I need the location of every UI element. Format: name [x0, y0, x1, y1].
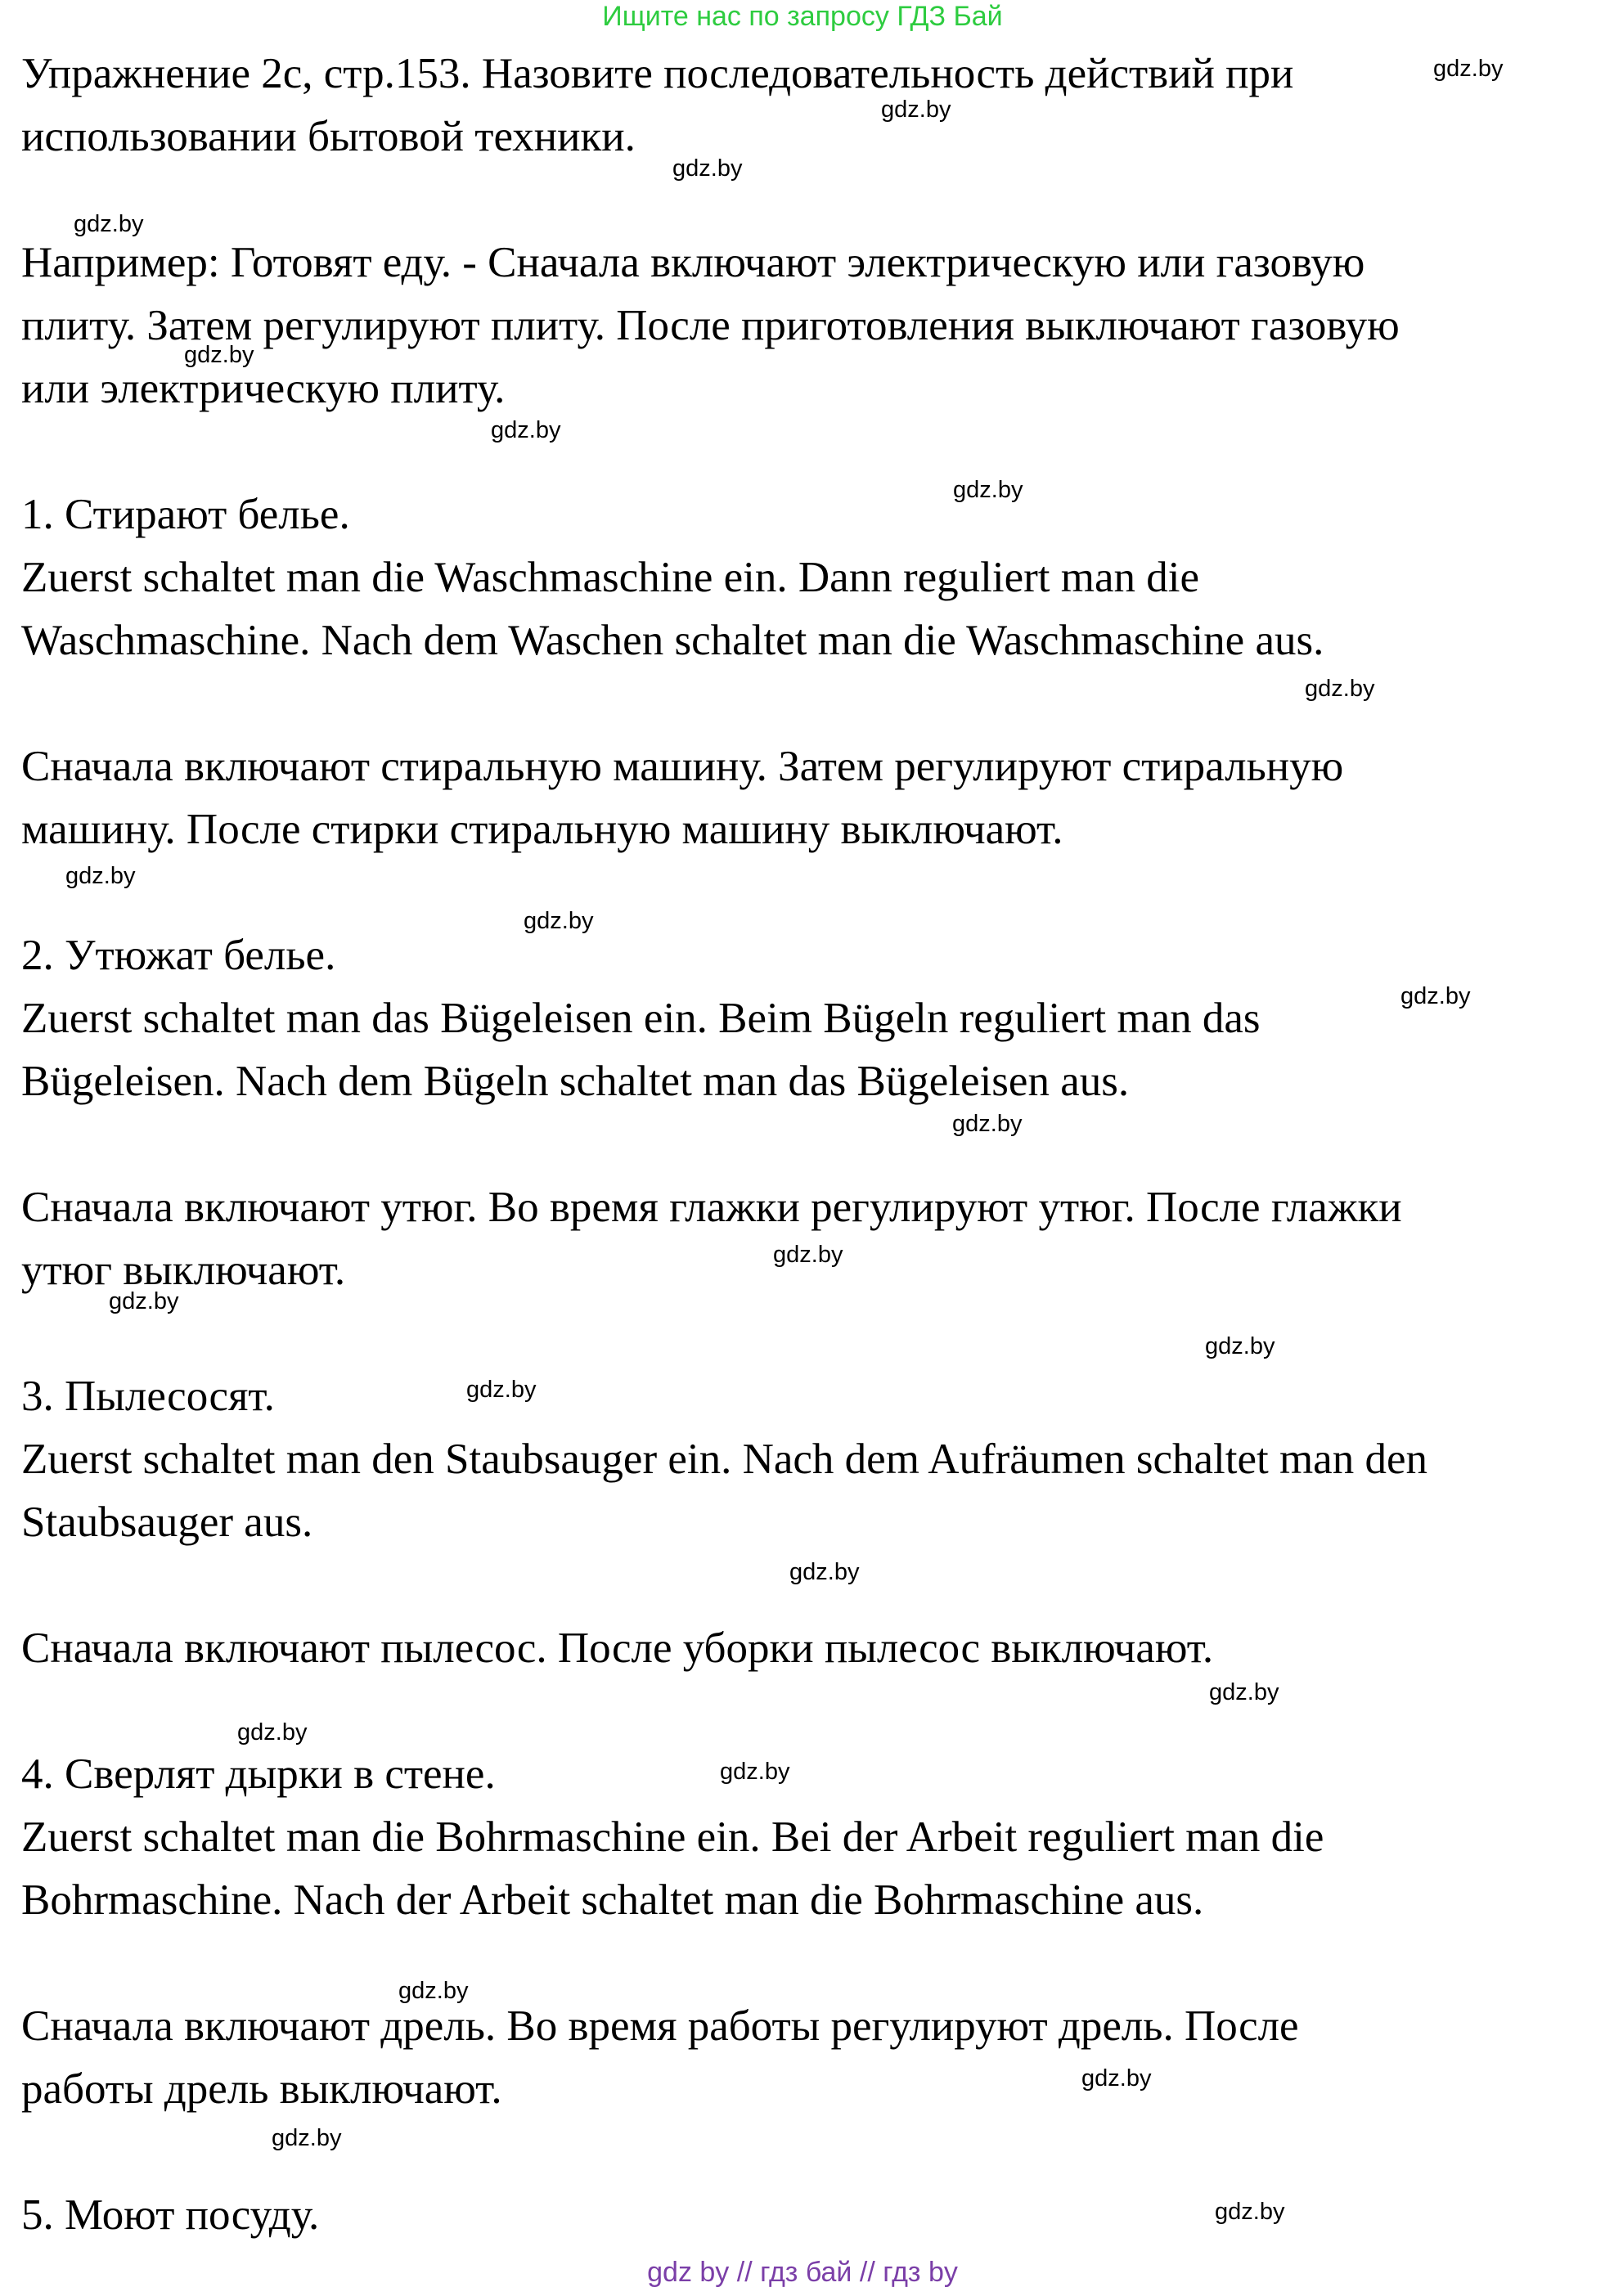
exercise-title-line-1: Упражнение 2с, стр.153. Назовите последовательность действий при	[21, 50, 1294, 97]
item-1-russian-line-2: машину. После стирки стиральную машину выключают.	[21, 806, 1063, 853]
watermark: gdz.by	[720, 1759, 790, 1785]
item-1-german-line-2: Waschmaschine. Nach dem Waschen schaltet man die Waschmaschine aus.	[21, 617, 1324, 664]
watermark: gdz.by	[237, 1719, 308, 1746]
item-1-heading: 1. Стирают белье.	[21, 491, 350, 538]
watermark: gdz.by	[74, 211, 144, 237]
watermark: gdz.by	[524, 908, 594, 934]
watermark: gdz.by	[1305, 676, 1375, 702]
exercise-title-line-2: использовании бытовой техники.	[21, 113, 636, 160]
watermark: gdz.by	[1400, 983, 1471, 1009]
watermark: gdz.by	[952, 1111, 1023, 1137]
watermark: gdz.by	[953, 477, 1023, 503]
example-line-1: Например: Готовят еду. - Сначала включают электрическую или газовую	[21, 239, 1365, 286]
watermark: gdz.by	[65, 863, 136, 889]
watermark: gdz.by	[672, 155, 743, 182]
item-1-russian-line-1: Сначала включают стиральную машину. Затем регулируют стиральную	[21, 743, 1344, 790]
watermark: gdz.by	[109, 1288, 179, 1314]
item-5-heading: 5. Моют посуду.	[21, 2191, 320, 2239]
item-3-german-line-1: Zuerst schaltet man den Staubsauger ein. Nach dem Aufräumen schaltet man den	[21, 1436, 1427, 1483]
watermark: gdz.by	[491, 417, 561, 443]
item-2-german-line-2: Bügeleisen. Nach dem Bügeln schaltet man das Bügeleisen aus.	[21, 1058, 1130, 1105]
watermark: gdz.by	[1215, 2199, 1285, 2225]
item-4-german-line-1: Zuerst schaltet man die Bohrmaschine ein. Bei der Arbeit reguliert man die	[21, 1813, 1324, 1861]
item-1-german-line-1: Zuerst schaltet man die Waschmaschine ein. Dann reguliert man die	[21, 554, 1199, 601]
item-4-russian-line-2: работы дрель выключают.	[21, 2065, 502, 2113]
item-3-german-line-2: Staubsauger aus.	[21, 1498, 313, 1546]
watermark: gdz.by	[1205, 1333, 1275, 1359]
watermark: gdz.by	[881, 97, 951, 123]
watermark: gdz.by	[773, 1242, 843, 1268]
item-3-russian-line-1: Сначала включают пылесос. После уборки пылесос выключают.	[21, 1624, 1214, 1672]
example-line-2: плиту. Затем регулируют плиту. После приготовления выключают газовую	[21, 302, 1400, 349]
item-2-russian-line-2: утюг выключают.	[21, 1247, 346, 1294]
document-body	[21, 43, 1584, 2247]
item-4-russian-line-1: Сначала включают дрель. Во время работы регулируют дрель. После	[21, 2002, 1299, 2050]
top-search-banner[interactable]: Ищите нас по запросу ГДЗ Бай	[602, 1, 1003, 32]
item-4-german-line-2: Bohrmaschine. Nach der Arbeit schaltet man die Bohrmaschine aus.	[21, 1876, 1204, 1924]
watermark: gdz.by	[184, 342, 254, 368]
item-2-heading: 2. Утюжат белье.	[21, 932, 336, 979]
watermark: gdz.by	[1433, 56, 1504, 82]
item-3-heading: 3. Пылесосят.	[21, 1373, 275, 1420]
example-line-3: или электрическую плиту.	[21, 365, 506, 412]
watermark: gdz.by	[398, 1978, 469, 2004]
item-2-russian-line-1: Сначала включают утюг. Во время глажки регулируют утюг. После глажки	[21, 1184, 1402, 1231]
watermark: gdz.by	[272, 2125, 342, 2151]
item-4-heading: 4. Сверлят дырки в стене.	[21, 1750, 496, 1798]
watermark: gdz.by	[789, 1559, 860, 1585]
footer-links[interactable]: gdz by // гдз бай // гдз by	[647, 2257, 958, 2288]
item-2-german-line-1: Zuerst schaltet man das Bügeleisen ein. Beim Bügeln reguliert man das	[21, 995, 1261, 1042]
watermark: gdz.by	[1209, 1679, 1279, 1705]
watermark: gdz.by	[1081, 2065, 1152, 2092]
watermark: gdz.by	[466, 1377, 537, 1403]
